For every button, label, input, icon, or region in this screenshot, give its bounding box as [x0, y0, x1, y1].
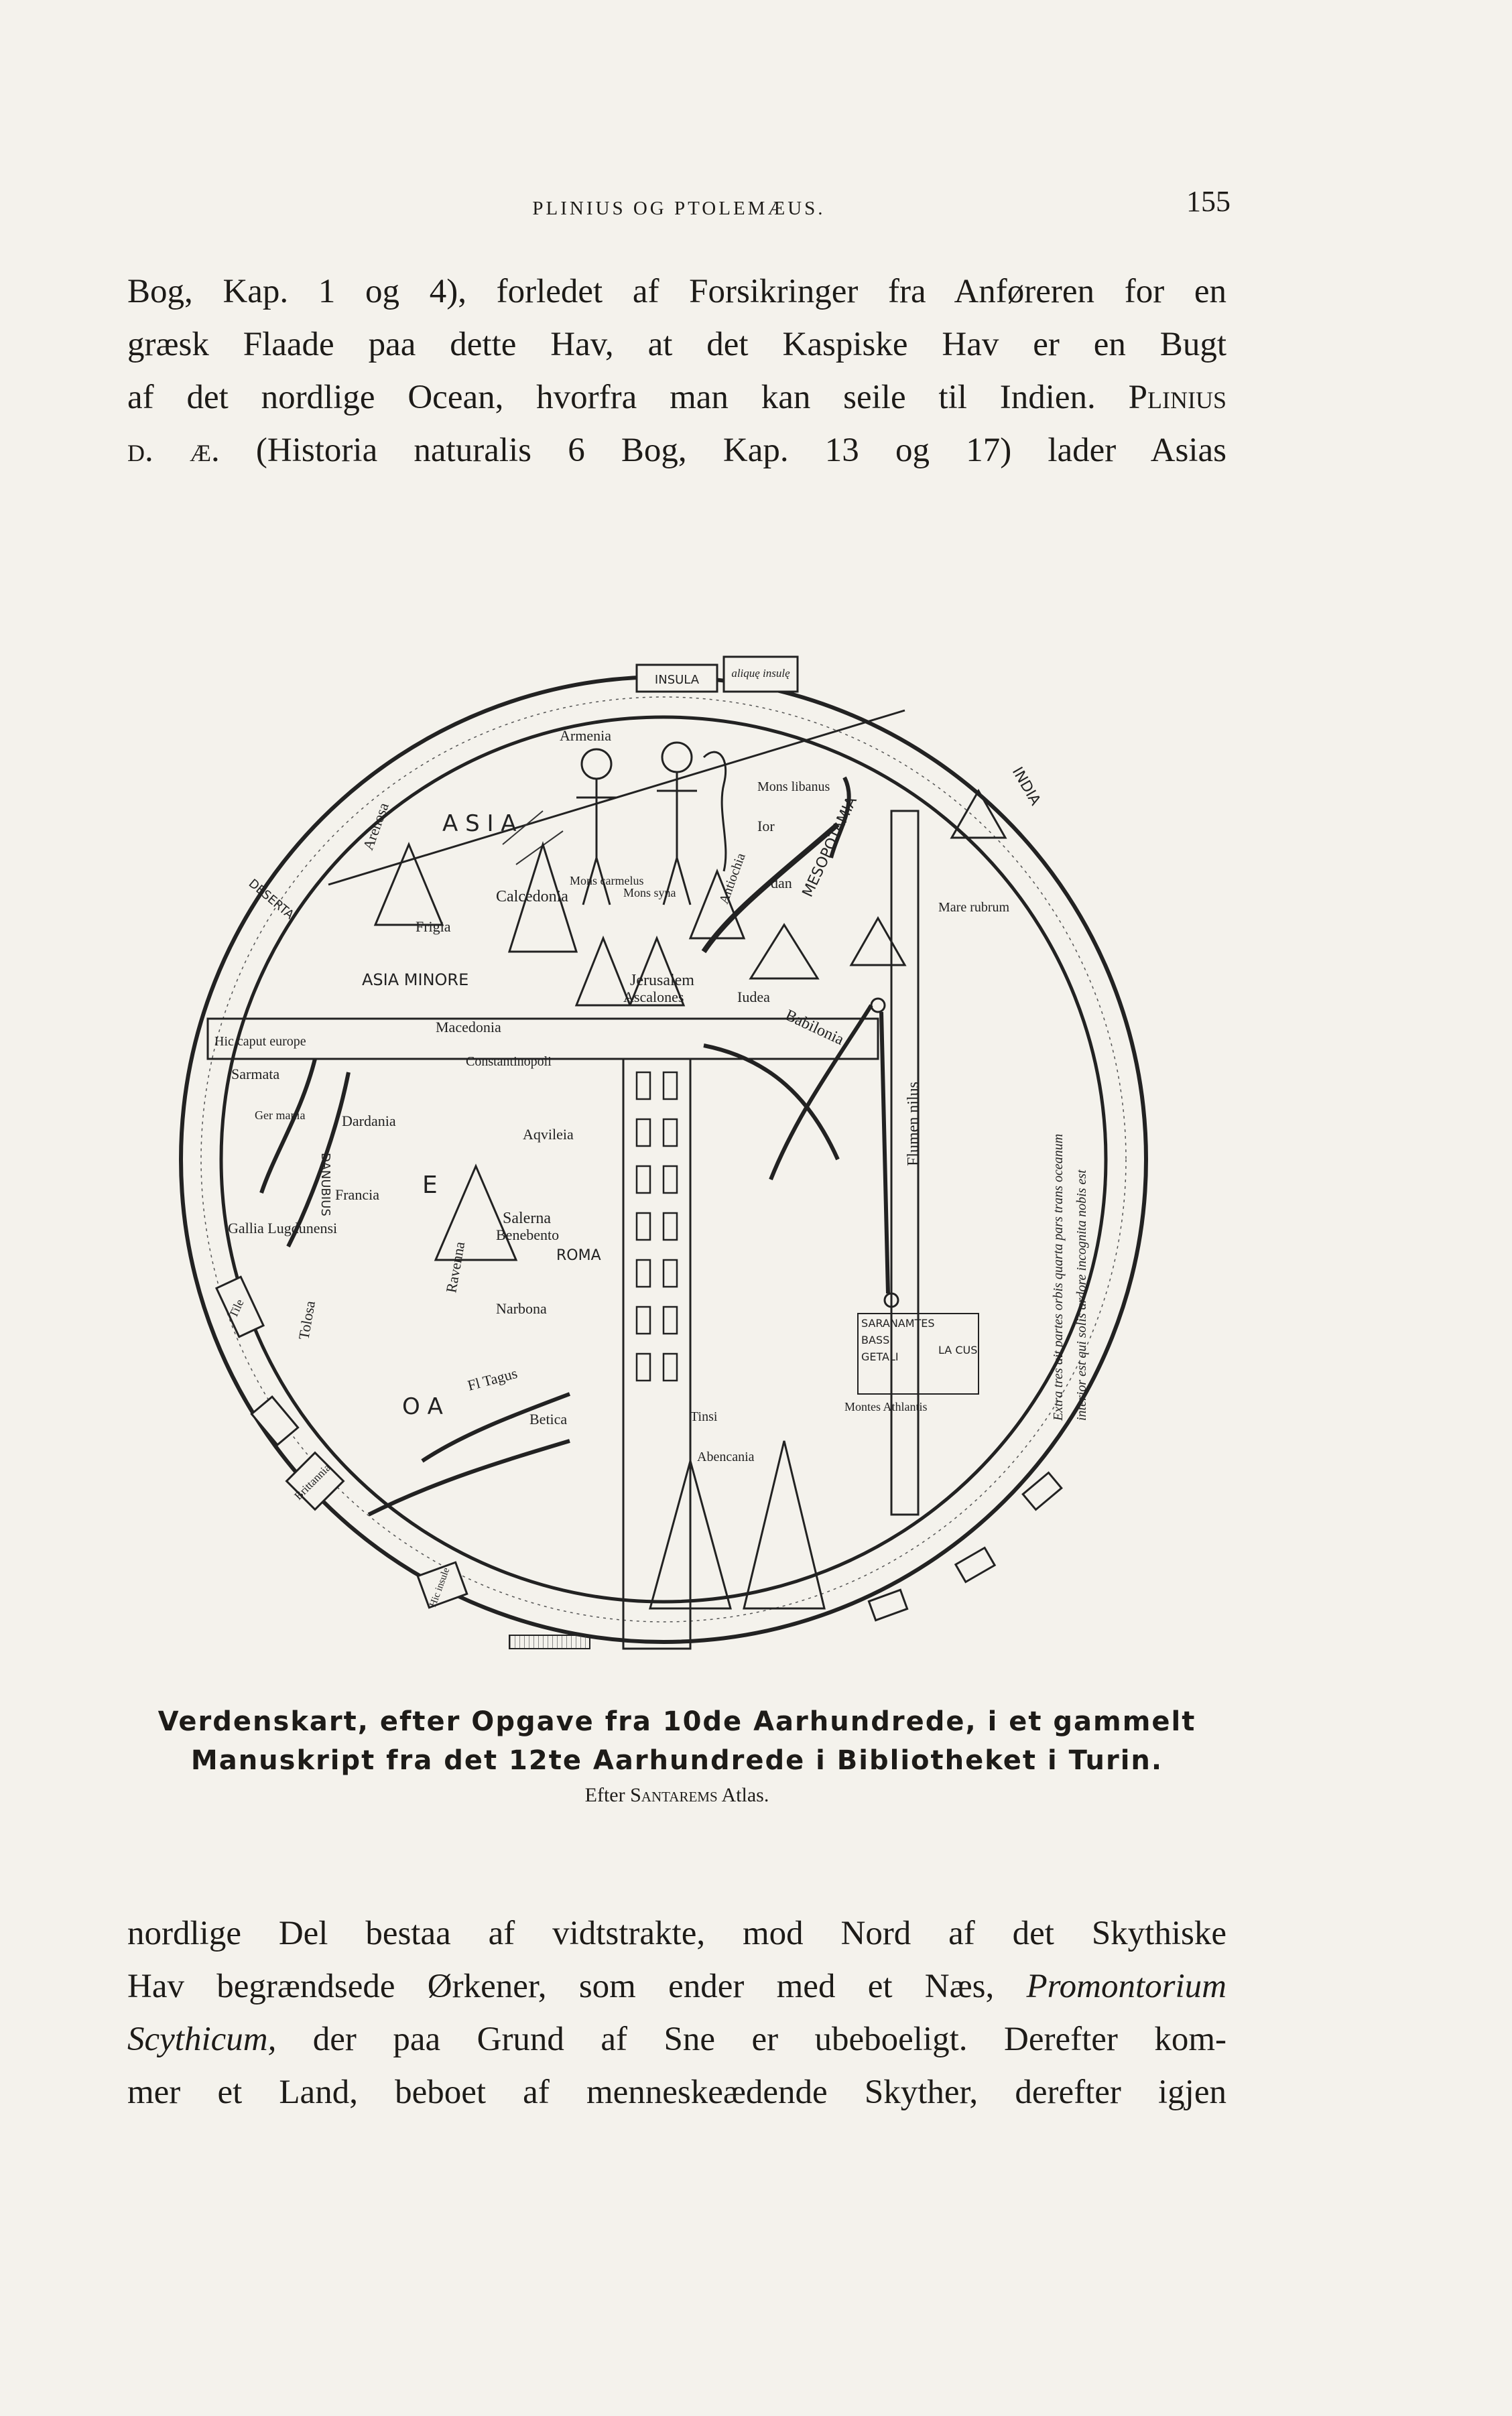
text-fragment: af det nordlige Ocean, hvorfra man kan seile til Indien.: [127, 379, 1096, 416]
map-label-mons-libanus: Mons libanus: [757, 779, 830, 794]
text-line: græsk Flaade paa dette Hav, at det Kaspiske Hav er en Bugt: [127, 326, 1226, 363]
map-label-lacus: LA CUS: [938, 1344, 978, 1356]
credit-suffix: Atlas.: [721, 1784, 769, 1806]
map-label-bassi: BASSI: [861, 1334, 893, 1346]
map-label-ior: Ior: [757, 818, 775, 834]
map-label-gallia: Gallia Lugdunensi: [228, 1220, 338, 1236]
author-abbrev: d. æ.: [127, 432, 220, 469]
map-label-dardania: Dardania: [342, 1112, 396, 1129]
map-label-aliquae-insulae: aliquę insulę: [731, 667, 790, 680]
map-label-deserta: DESERTA: [245, 876, 297, 922]
mediterranean-vertical: [623, 1059, 690, 1649]
author-name: Plinius: [1128, 379, 1226, 416]
map-label-dan: dan: [771, 875, 792, 891]
map-label-narbona: Narbona: [496, 1300, 547, 1317]
page-number: 155: [1186, 185, 1231, 218]
island-rim: [956, 1548, 995, 1582]
text-fragment: Hav begrændsede Ørkener, som ender med et Næs,: [127, 1968, 995, 2005]
map-label-tinsi: Tinsi: [690, 1409, 718, 1424]
map-label-tile: Tile: [226, 1297, 247, 1320]
map-label-asia: A S I A: [442, 810, 517, 837]
running-title: PLINIUS OG PTOLEMÆUS.: [532, 198, 826, 219]
italic-term: Scythicum,: [127, 2021, 277, 2058]
text-line: [127, 2013, 1226, 2066]
map-label-calcedonia: Calcedonia: [496, 888, 568, 905]
river-tagus: [369, 1441, 570, 1515]
island-rim: [1023, 1472, 1062, 1509]
map-label-aqvileia: Aqvileia: [523, 1126, 574, 1143]
map-label-flumen-nilus: Flumen nilus: [905, 1081, 922, 1166]
map-label-hic-insule: Hic insule: [428, 1566, 452, 1609]
map-label-e: E: [422, 1171, 438, 1199]
text-line: [127, 424, 1226, 477]
map-label-mesopotamia: MESOPOTAMIA: [799, 794, 861, 900]
italic-term: Promontorium: [1026, 1968, 1226, 2005]
map-label-danubius: DANUBIUS: [318, 1153, 332, 1216]
map-label-montes-athlantis: Montes Athlantis: [844, 1400, 928, 1413]
map-label-antiochia: Antiochia: [716, 851, 749, 906]
figure-credit: [121, 1784, 1233, 1807]
map-label-frigia: Frigia: [416, 918, 451, 935]
caption-line: Manuskript fra det 12te Aarhundrede i Bibliotheket i Turin.: [190, 1745, 1163, 1776]
map-label-ravenna: Ravenna: [442, 1240, 468, 1294]
map-label-germania: Ger mania: [255, 1108, 306, 1122]
credit-prefix: Efter: [584, 1784, 625, 1806]
map-label-rim-text-2: interior est qui solis ardore incognita nobis est: [1074, 1169, 1089, 1421]
map-label-fl-tagus: Fl Tagus: [465, 1364, 519, 1394]
text-fragment: (Historia naturalis 6 Bog, Kap. 13 og 17) lader Asias: [255, 432, 1227, 469]
figure-caption: [121, 1702, 1233, 1780]
map-label-africa-letters: O A: [402, 1393, 443, 1420]
map-label-arenosa: Arenosa: [359, 800, 392, 852]
rim-bar: [509, 1635, 590, 1649]
map-label-macedonia: Macedonia: [436, 1019, 501, 1035]
map-label-iudea: Iudea: [737, 989, 770, 1005]
map-label-rim-text-1: Extra tres ait partes orbis quarta pars trans oceanum: [1051, 1133, 1066, 1421]
map-label-benebento: Benebento: [496, 1226, 560, 1243]
map-label-insula: INSULA: [654, 673, 700, 687]
text-line: [127, 1960, 1226, 2013]
credit-name: Santarems: [630, 1784, 718, 1806]
world-map-illustration: [168, 590, 1159, 1675]
map-label-babilonia: Babilonia: [782, 1006, 847, 1049]
text-line: nordlige Del bestaa af vidtstrakte, mod Nord af det Skythiske: [127, 1915, 1226, 1952]
inner-rim: [221, 717, 1106, 1602]
caption-line: Verdenskart, efter Opgave fra 10de Aarhundrede, i et gammelt: [158, 1706, 1196, 1737]
map-label-constantinopoli: Constantinopoli: [466, 1054, 552, 1069]
text-line: Bog, Kap. 1 og 4), forledet af Forsikringer fra Anføreren for en: [127, 273, 1226, 310]
map-label-britannia: Brittannia: [292, 1461, 333, 1503]
running-head: [127, 184, 1231, 225]
map-label-india: INDIA: [1008, 764, 1044, 809]
map-label-armenia: Armenia: [560, 727, 611, 744]
map-label-saranamtes: SARANAMTES: [861, 1317, 935, 1330]
map-label-jerusalem: Jerusalem: [630, 972, 694, 989]
map-label-ascalones: Ascalones: [623, 989, 684, 1005]
map-label-abencania: Abencania: [697, 1450, 755, 1464]
text-line: mer et Land, beboet af menneskeædende Skyther, derefter igjen: [127, 2074, 1226, 2111]
map-label-francia: Francia: [335, 1186, 379, 1203]
mediterranean-horizontal: [208, 1019, 878, 1059]
text-fragment: der paa Grund af Sne er ubeboeligt. Derefter kom-: [312, 2021, 1226, 2058]
top-paragraph: [127, 265, 1226, 477]
map-label-tolosa: Tolosa: [295, 1299, 319, 1341]
map-label-mons-carmelus: Mons carmelus: [570, 874, 644, 887]
text-line: [127, 371, 1226, 424]
world-map-figure: [168, 590, 1159, 1675]
island-rim: [251, 1397, 298, 1445]
bottom-paragraph: [127, 1907, 1226, 2119]
mediterranean-islands: [637, 1072, 677, 1381]
map-label-hic-caput: Hic caput europe: [214, 1034, 306, 1049]
map-label-betica: Betica: [529, 1411, 568, 1427]
map-label-roma: ROMA: [556, 1247, 601, 1264]
map-label-mare-rubrum: Mare rubrum: [938, 900, 1010, 915]
map-label-sarmata: Sarmata: [231, 1066, 280, 1082]
map-label-mons-syna: Mons syna: [623, 886, 676, 899]
map-label-salerna: Salerna: [503, 1210, 551, 1227]
map-label-getali: GETALI: [861, 1350, 899, 1363]
map-label-asia-minor: ASIA MINORE: [362, 970, 469, 989]
